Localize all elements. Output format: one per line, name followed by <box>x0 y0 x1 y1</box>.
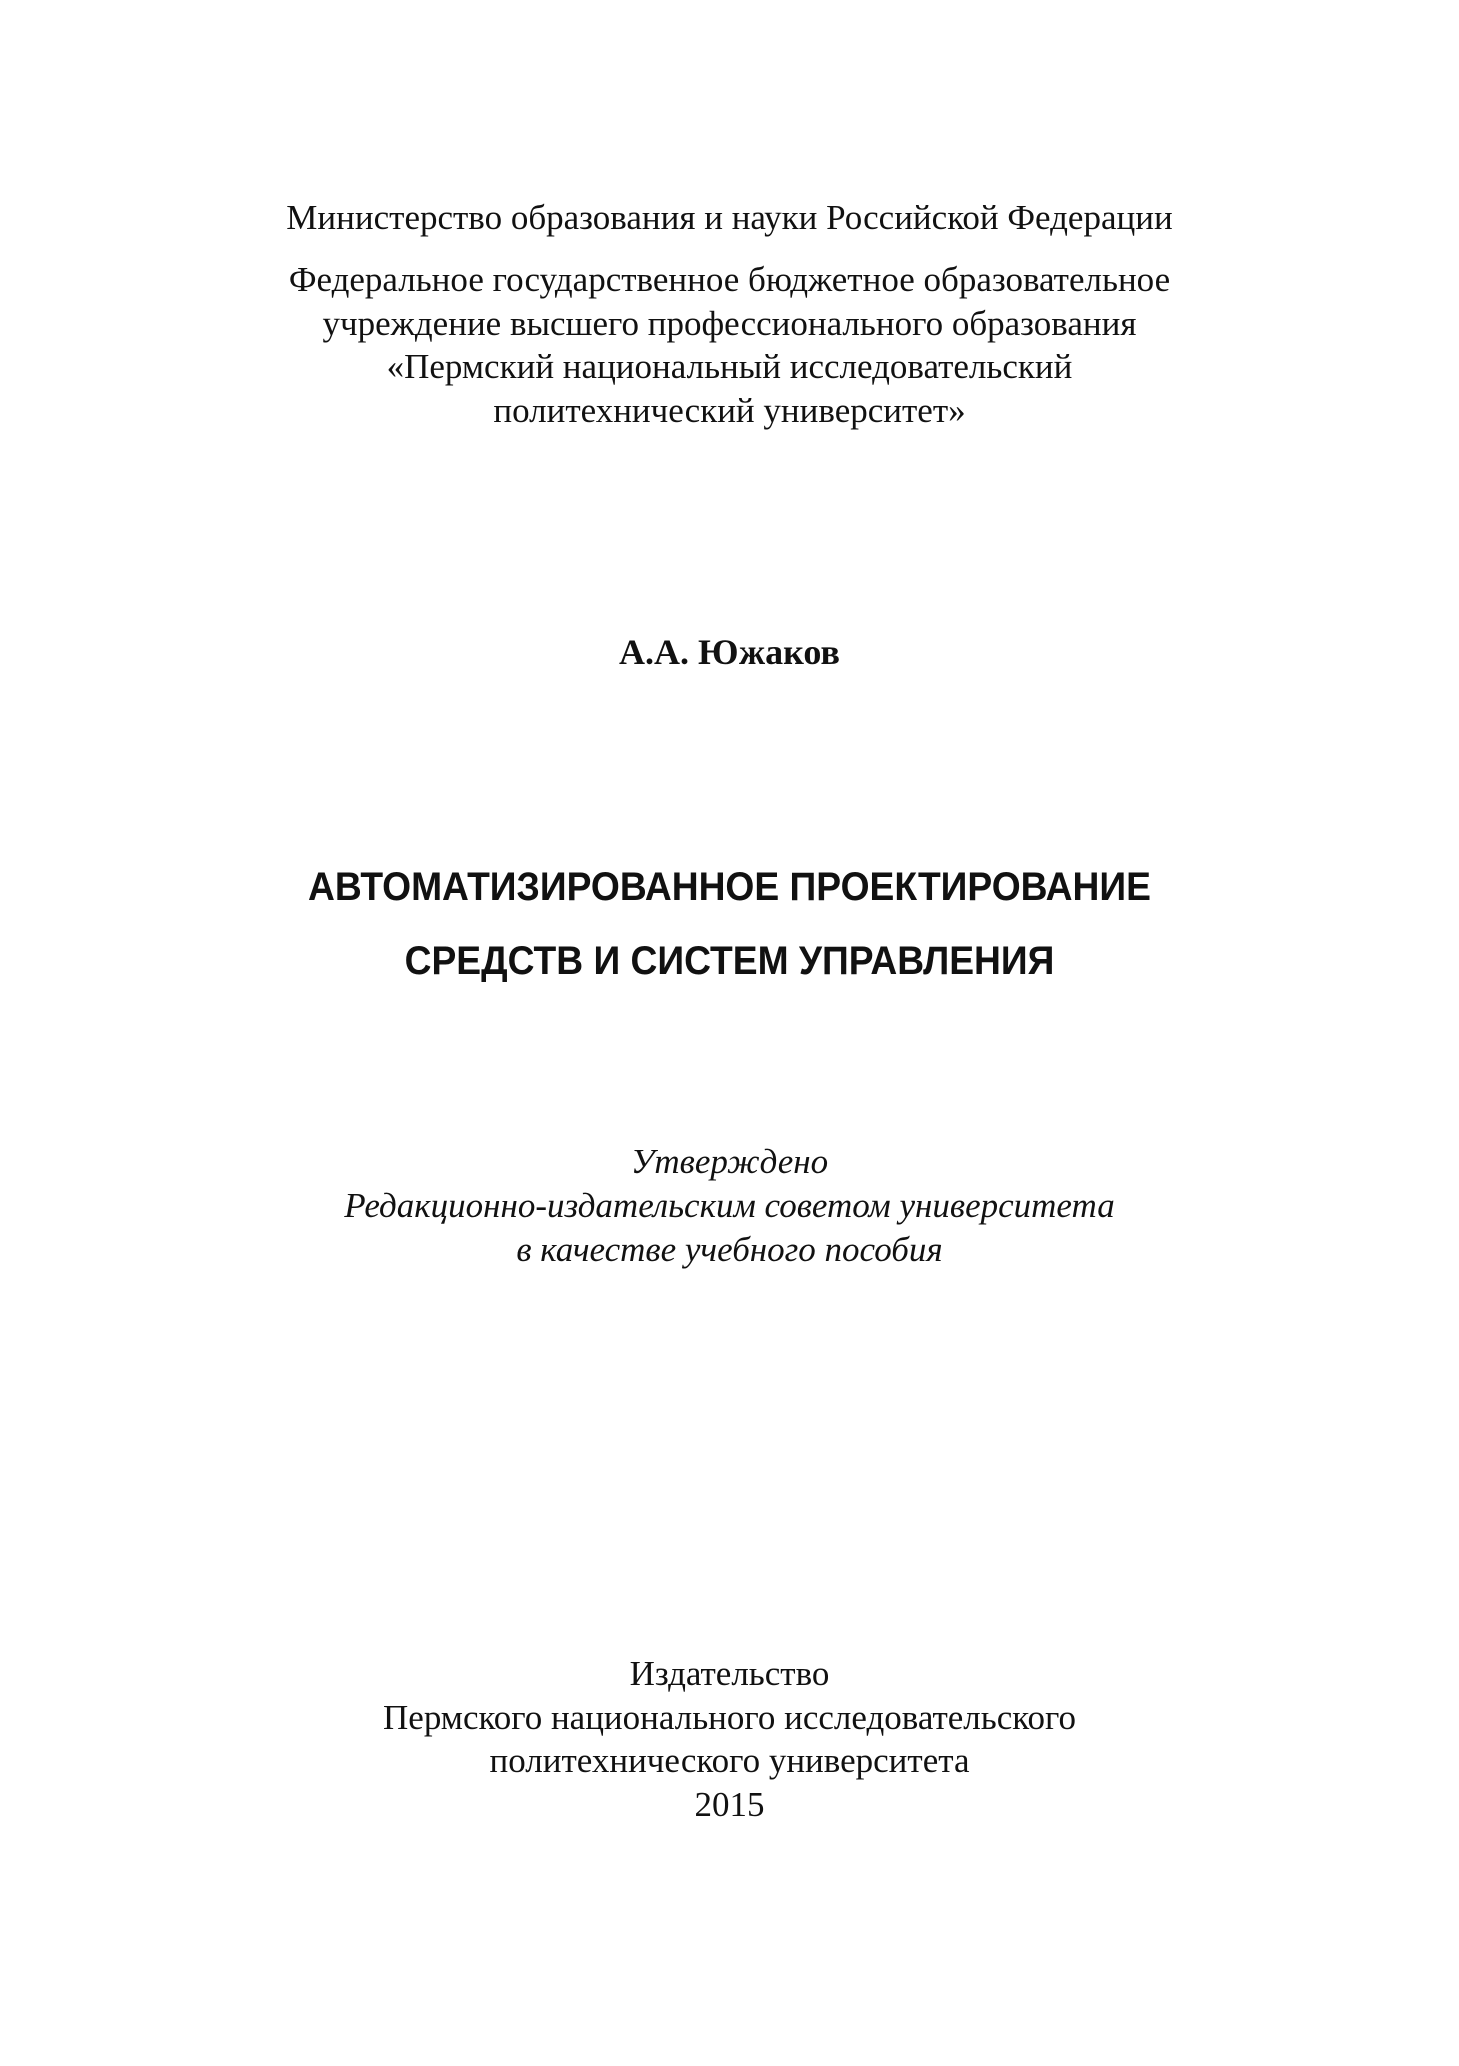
book-title <box>0 850 1459 998</box>
institution-line: Федеральное государственное бюджетное образовательное <box>288 260 1171 299</box>
publisher-imprint <box>0 1652 1459 1826</box>
title-line: СРЕДСТВ И СИСТЕМ УПРАВЛЕНИЯ <box>404 939 1055 983</box>
institution-heading <box>0 258 1459 432</box>
author-line: А.А. Южаков <box>619 632 840 672</box>
approval-line: в качестве учебного пособия <box>516 1230 943 1269</box>
title-line: АВТОМАТИЗИРОВАННОЕ ПРОЕКТИРОВАНИЕ <box>308 865 1151 909</box>
approval-line: Редакционно-издательским советом университета <box>344 1186 1115 1225</box>
publisher-line: политехнического университета <box>489 1741 970 1780</box>
institution-line: «Пермский национальный исследовательский <box>386 347 1073 386</box>
ministry-line: Министерство образования и науки Российской Федерации <box>286 198 1173 237</box>
publication-year: 2015 <box>694 1784 765 1824</box>
institution-line: учреждение высшего профессионального образования <box>322 303 1137 343</box>
publisher-line: Издательство <box>629 1654 830 1693</box>
approval-note <box>0 1140 1459 1272</box>
ministry-heading <box>0 196 1459 240</box>
institution-line: политехнический университет» <box>493 390 966 430</box>
publisher-line: Пермского национального исследовательского <box>383 1697 1076 1737</box>
author-name <box>0 630 1459 674</box>
approval-line: Утверждено <box>630 1142 829 1181</box>
